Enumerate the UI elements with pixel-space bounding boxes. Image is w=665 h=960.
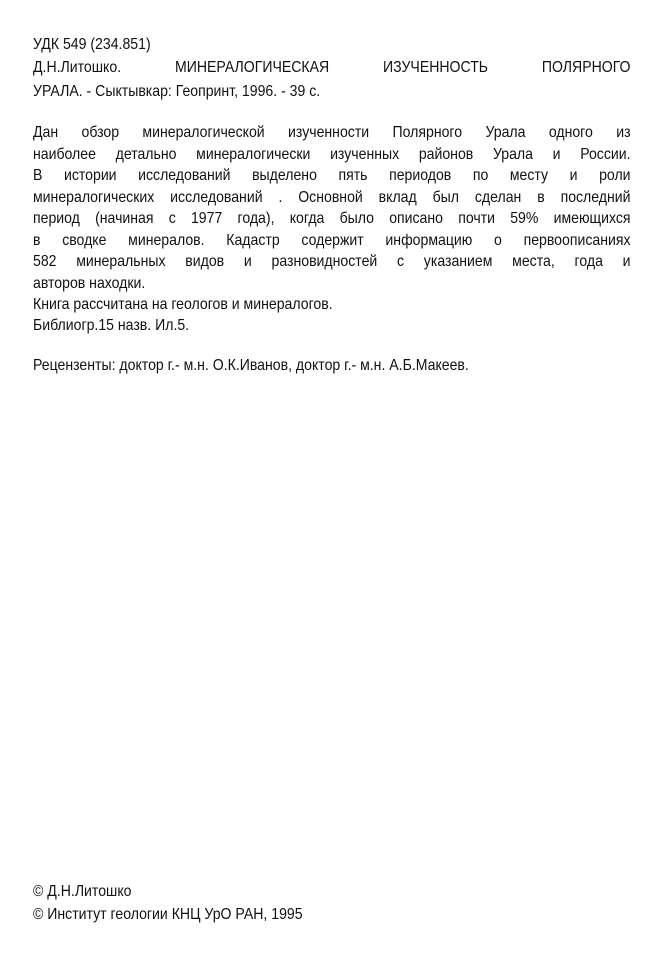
abstract-line: минералогических исследований . Основной вклад был сделан в последний xyxy=(33,189,631,206)
abstract-line: в сводке минералов. Кадастр содержит информацию о первоописаниях xyxy=(33,232,631,249)
abstract-line: В истории исследований выделено пять периодов по месту и роли xyxy=(33,167,631,184)
copyright-author: © Д.Н.Литошко xyxy=(33,883,132,900)
abstract-line: Библиогр.15 назв. Ил.5. xyxy=(33,317,190,334)
abstract-line: Дан обзор минералогической изученности Полярного Урала одного из xyxy=(33,124,631,141)
abstract-line: Книга рассчитана на геологов и минералогов. xyxy=(33,296,333,313)
abstract-line: период (начиная с 1977 года), когда было описано почти 59% имеющихся xyxy=(33,210,631,227)
copyright-institute: © Институт геологии КНЦ УрО РАН, 1995 xyxy=(33,906,303,923)
title-line: Д.Н.Литошко. МИНЕРАЛОГИЧЕСКАЯ ИЗУЧЕННОСТЬ ПОЛЯРНОГО xyxy=(33,59,631,76)
abstract-line: 582 минеральных видов и разновидностей с указанием места, года и xyxy=(33,253,631,270)
reviewers: Рецензенты: доктор г.- м.н. О.К.Иванов, доктор г.- м.н. А.Б.Макеев. xyxy=(33,357,469,374)
title-line: УРАЛА. - Сыктывкар: Геопринт, 1996. - 39 с. xyxy=(33,83,321,100)
udk-code: УДК 549 (234.851) xyxy=(33,36,151,53)
abstract-line: наиболее детально минералогически изученных районов Урала и России. xyxy=(33,146,631,163)
abstract-line: авторов находки. xyxy=(33,275,146,292)
